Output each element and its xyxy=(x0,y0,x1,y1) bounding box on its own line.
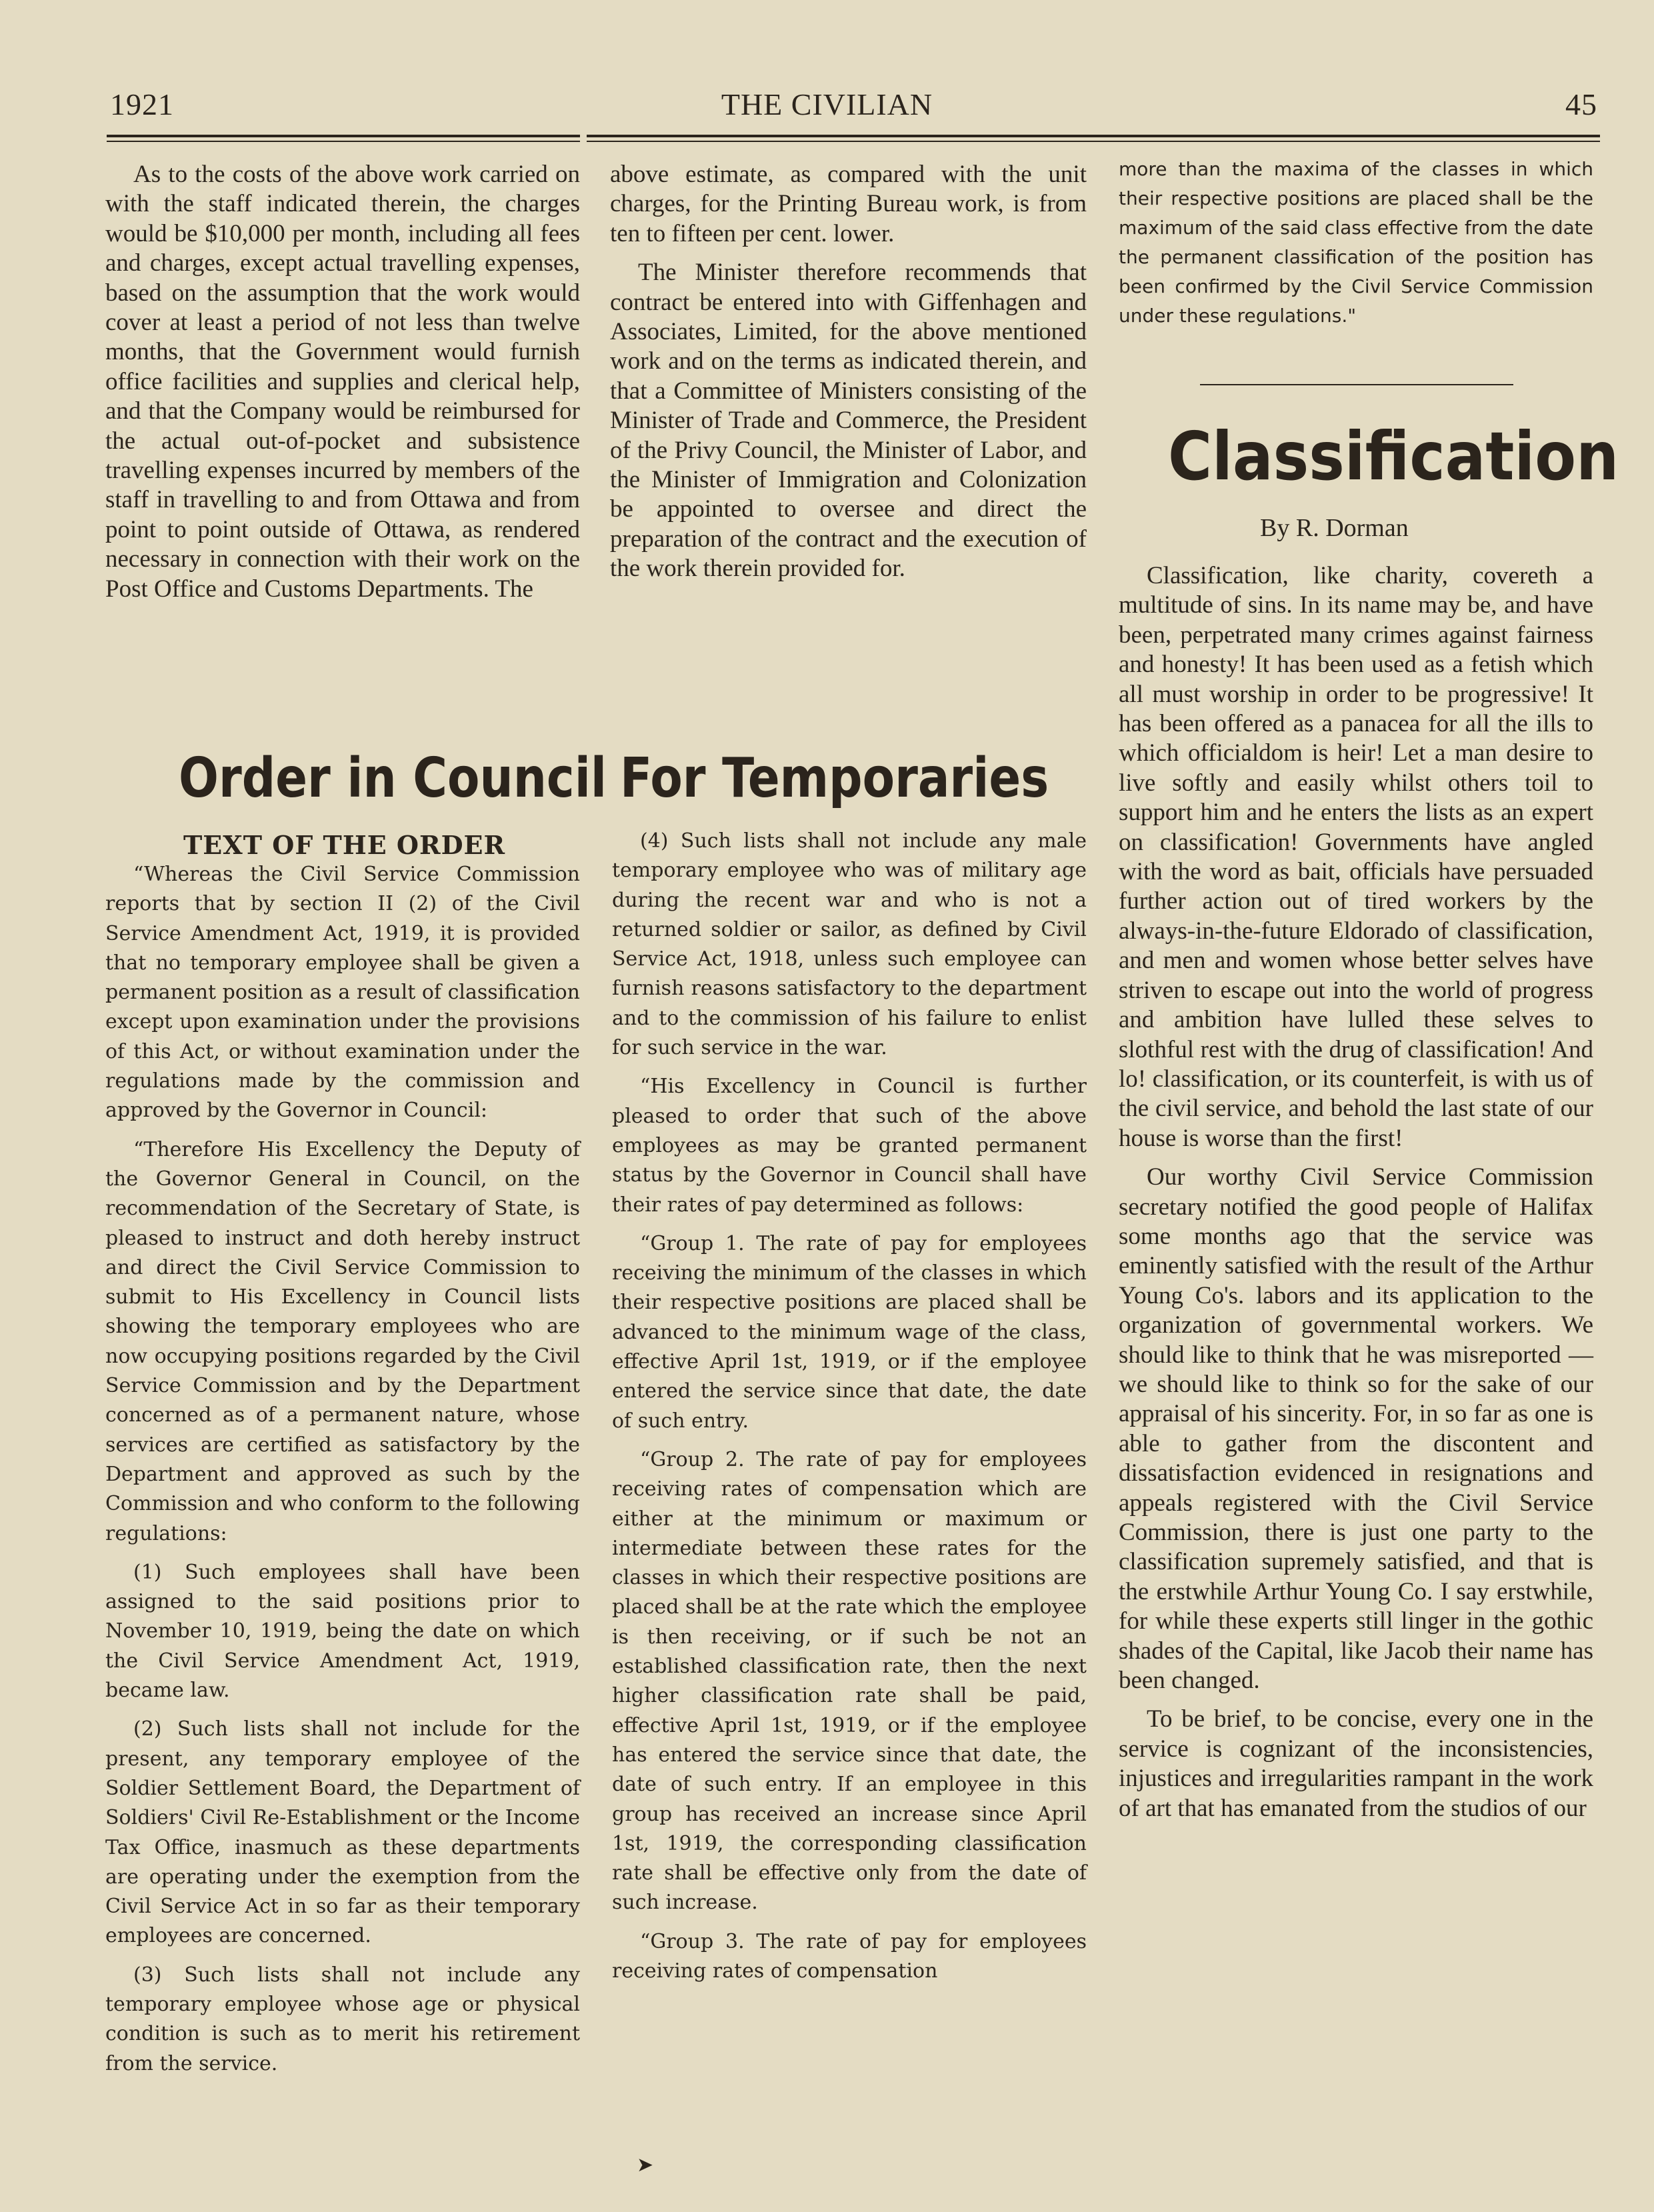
paragraph: As to the costs of the above work carried on with the staff indicated therein, the charges would be $10,000 per month, including all fees and charges, except actual travelling expenses, based on the assumption that the work would cover at least a period of not less than twelve months, that the Government would furnish office facilities and supplies and clerical help, and that the Company would be reimbursed for the actual out-of-pocket and subsistence travelling expenses incurred by members of the staff in travelling to and from Ottawa and from point to point outside of Ottawa, as rendered necessary in connection with their work on the Post Office and Customs Departments. The xyxy=(105,161,580,603)
paragraph: more than the maxima of the classes in which their respective positions are placed shall be the maximum of the said class effective from the date the permanent classification of the position has been confirmed by the Civil Service Commission under these regulations." xyxy=(1119,158,1593,327)
classification-title: Classification xyxy=(1168,417,1619,495)
column-1-order xyxy=(105,860,580,2088)
paragraph: The Minister therefore recommends that contract be entered into with Giffenhagen and Associates, Limited, for the above mentioned work and on the terms as indicated therein, and that a Committee of Ministers consisting of the Minister of Trade and Commerce, the President of the Privy Council, the Minister of Labor, and the Minister of Immigration and Colonization be appointed to oversee and direct the preparation of the contract and the execution of the work therein provided for. xyxy=(610,259,1087,583)
paragraph: “His Excellency in Council is further pleased to order that such of the above employees as may be granted permanent status by the Governor in Council shall have their rates of pay determined as follows: xyxy=(612,1075,1087,1217)
paragraph: Classification, like charity, covereth a multitude of sins. In its name may be, and have been, perpetrated many crimes against fairness and honesty! It has been used as a fetish which all must worship in order to be progressive! It has been offered as a panacea for all the ills to which officialdom is heir! Let a man desire to live softly and easily whilst others toil to support him and he enters the lists as an expert on classification! Governments have angled with the word as bait, officials have persuaded further action out of tired workers by the always-in-the-future Eldorado of classification, and men and women whose better selves have striven to escape out into the world of progress and ambition have lulled these selves to slothful rest with the drug of classification! And lo! classification, or its counterfeit, is with us of the civil service, and behold the last state of our house is worse than the first! xyxy=(1119,562,1593,1152)
paragraph: (1) Such employees shall have been assigned to the said positions prior to November 10, 1919, being the date on which the Civil Service Amendment Act, 1919, became law. xyxy=(105,1560,580,1703)
paragraph: (2) Such lists shall not include for the present, any temporary employee of the Soldier Settlement Board, the Department of Soldiers' Civil Re-Establishment or the Income Tax Office, inasmuch as these departments are operating under the exemption from the Civil Service Act in so far as their temporary employees are concerned. xyxy=(105,1717,580,1948)
header-year: 1921 xyxy=(110,87,174,121)
column-2-order xyxy=(612,827,1087,1995)
paragraph: “Therefore His Excellency the Deputy of the Governor General in Council, on the recommendation of the Secretary of State, is pleased to instruct and doth hereby instruct and direct the Civil Service Commission to submit to His Excellency in Council lists showing the temporary employees who are now occupying positions regarded by the Civil Service Commission and by the Department concerned as of a permanent nature, whose services are certified as satisfactory by the Department and approved as such by the Commission and who conform to the following regulations: xyxy=(105,1137,580,1545)
paragraph: To be brief, to be concise, every one in the service is cognizant of the inconsistencies, injustices and irregularities rampant in the work of art that has emanated from the studios of our xyxy=(1119,1705,1593,1822)
paragraph: “Whereas the Civil Service Commission reports that by section II (2) of the Civil Service Amendment Act, 1919, it is provided that no temporary employee shall be given a permanent position as a result of classification except upon examination under the provisions of this Act, or without examination under the regulations made by the commission and approved by the Governor in Council: xyxy=(105,863,580,1123)
paragraph: “Group 2. The rate of pay for employees receiving rates of compensation which are either at the minimum or maximum or intermediate between these rates for the classes in which their respective positions are placed shall be at the rate which the employee is then receiving, or if such be not an established classification rate, then the next higher classification rate shall be paid, effective April 1st, 1919, or if the employee has entered the service since that date, the date of such entry. If an employee in this group has received an increase since April 1st, 1919, the corresponding classification rate shall be effective only from the date of such increase. xyxy=(612,1447,1087,1915)
headline-for-temporaries: For Temporaries xyxy=(620,747,1049,810)
paragraph: (4) Such lists shall not include any male temporary employee who was of military age during the recent war and who is not a returned soldier or sailor, as defined by Civil Service Act, 1918, unless such employee can furnish reasons satisfactory to the department and to the commission of his failure to enlist for such service in the war. xyxy=(612,829,1087,1060)
paragraph: “Group 1. The rate of pay for employees receiving the minimum of the classes in which their respective positions are placed shall be advanced to the minimum wage of the class, effective April 1st, 1919, or if the employee entered the service since that date, the date of such entry. xyxy=(612,1231,1087,1433)
column-3-top xyxy=(1119,155,1593,331)
header-rule-thin xyxy=(107,141,1600,142)
classification-body xyxy=(1119,561,1593,1823)
headline-order-in-council: Order in Council xyxy=(179,747,607,810)
header-page-number: 45 xyxy=(1565,87,1597,121)
paragraph: “Group 3. The rate of pay for employees receiving rates of compensation xyxy=(612,1929,1087,1983)
column-2-top xyxy=(610,160,1087,584)
paragraph: above estimate, as compared with the unit charges, for the Printing Bureau work, is from ten to fifteen per cent. lower. xyxy=(610,161,1087,247)
paragraph: Our worthy Civil Service Commission secretary notified the good people of Halifax some months ago that the service was eminently satisfied with the result of the Arthur Young Co's. labors and its application to the organization of governmental workers. We should like to think that he was misreported — we should like to think so for the sake of our appraisal of his sincerity. For, in so far as one is able to gather from the discontent and dissatisfaction evidenced in resignations and appeals registered with the Civil Service Commission, there is just one party to the classification supremely satisfied, and that is the erstwhile Arthur Young Co. I say erstwhile, for while these experts still linger in the gothic shades of the Capital, like Jacob their name has been changed. xyxy=(1119,1163,1593,1695)
paragraph: (3) Such lists shall not include any temporary employee whose age or physical condition is such as to merit his retirement from the service. xyxy=(105,1963,580,2075)
section-divider xyxy=(1200,384,1513,385)
column-1-top xyxy=(105,160,580,604)
printer-mark-icon: ➤ xyxy=(637,2153,654,2177)
header-rule-gap xyxy=(580,132,587,145)
header-rule xyxy=(107,135,1600,137)
header-title: THE CIVILIAN xyxy=(721,87,933,121)
subhead-text-of-the-order: TEXT OF THE ORDER xyxy=(183,830,506,860)
classification-byline: By R. Dorman xyxy=(1260,514,1409,542)
